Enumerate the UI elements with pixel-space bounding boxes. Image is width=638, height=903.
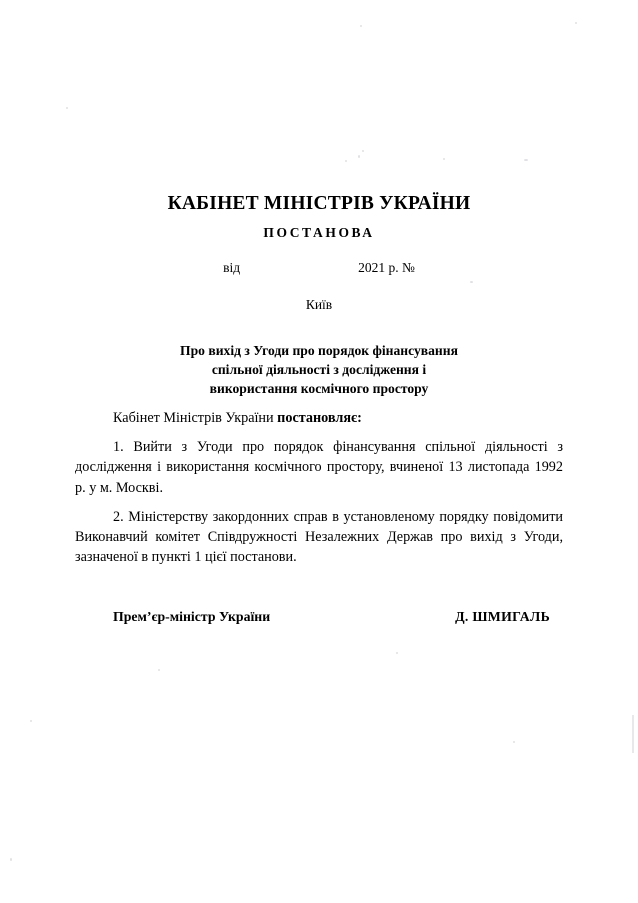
scan-speckle xyxy=(30,720,32,722)
scan-speckle xyxy=(158,669,160,671)
clause-paragraph-1: 1. Вийти з Угоди про порядок фінансування спільної діяльності з дослідження і використання космічного простору, вчиненої 13 листопада 1992 р. у м. Москві. xyxy=(75,439,563,496)
date-from-label: від xyxy=(223,260,241,275)
clause-paragraph-2: 2. Міністерству закордонних справ в установленому порядку повідомити Виконавчий комітет Співдружності Незалежних Держав про вихід з Угоди, зазначеної в пункті 1 цієї постанови. xyxy=(75,508,563,566)
signatory-name: Д. ШМИГАЛЬ xyxy=(455,609,550,624)
scan-speckle xyxy=(396,652,398,654)
scan-speckle xyxy=(345,160,347,162)
preamble-emphasis: постановляє: xyxy=(277,410,362,426)
scan-speckle xyxy=(513,741,515,743)
city-line: Київ xyxy=(305,297,333,312)
scan-edge-artifact xyxy=(632,715,634,753)
subject-line-2: спільної діяльності з дослідження і xyxy=(211,362,427,377)
scan-speckle xyxy=(66,107,68,109)
document-type-heading: ПОСТАНОВА xyxy=(263,225,375,240)
scan-speckle xyxy=(362,150,364,152)
signatory-role: Прем’єр-міністр України xyxy=(113,609,271,624)
page-title: КАБІНЕТ МІНІСТРІВ УКРАЇНИ xyxy=(167,193,471,215)
scan-speckle xyxy=(575,22,577,24)
date-line xyxy=(0,261,638,276)
scan-speckle xyxy=(443,158,445,160)
document-body xyxy=(75,408,563,567)
scan-speckle xyxy=(10,858,12,861)
scan-speckle xyxy=(470,281,473,283)
signature-block xyxy=(113,609,550,625)
subject-line-1: Про вихід з Угоди про порядок фінансування xyxy=(180,343,458,358)
scan-speckle xyxy=(524,159,528,161)
date-year-number: 2021 р. № xyxy=(358,260,415,275)
preamble-paragraph xyxy=(75,408,563,428)
subject-line-3: використання космічного простору xyxy=(209,381,429,396)
scan-speckle xyxy=(360,25,362,27)
scan-speckle xyxy=(358,155,360,158)
document-subject xyxy=(90,341,548,398)
preamble-text: Кабінет Міністрів України xyxy=(113,410,278,426)
